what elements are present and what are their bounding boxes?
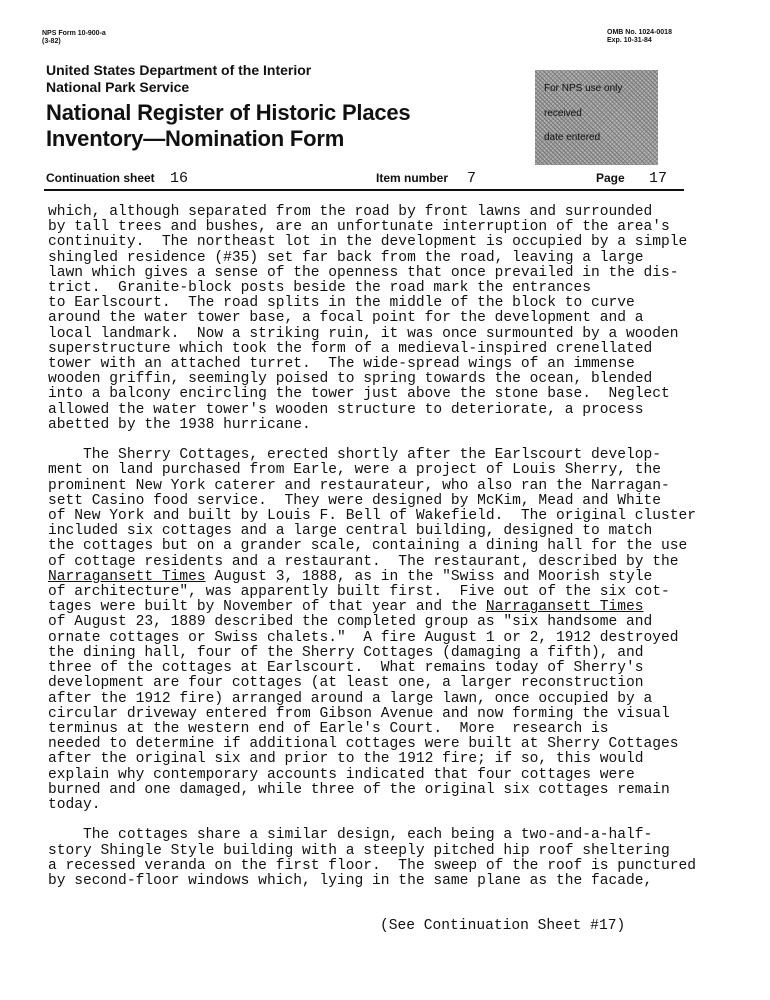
text-line: needed to determine if additional cottages were built at Sherry Cottages	[48, 736, 679, 753]
text-line: circular driveway entered from Gibson Avenue and now forming the visual	[48, 705, 670, 722]
text-line: after the 1912 fire) arranged around a large lawn, once occupied by a	[48, 690, 653, 707]
form-title-line-2: Inventory—Nomination Form	[46, 126, 345, 151]
text-line: of cottage residents and a restaurant. The restaurant, described by the	[48, 553, 679, 570]
text-line: terminus at the western end of Earle's Court. More research is	[48, 720, 609, 737]
expiration-line: Exp. 10-31-84	[607, 37, 652, 44]
department-name: United States Department of the Interior	[46, 62, 312, 78]
text-line: The Sherry Cottages, erected shortly after the Earlscourt develop-	[48, 447, 662, 464]
text-line: of August 23, 1889 described the completed group as "six handsome and	[48, 614, 653, 631]
paragraph-2	[48, 447, 696, 813]
item-number-value: 7	[467, 170, 477, 187]
paragraph-1	[48, 204, 687, 433]
item-number-label: Item number	[376, 171, 449, 185]
continuation-row	[46, 171, 681, 191]
continuation-note: (See Continuation Sheet #17)	[380, 918, 626, 934]
text-line: of architecture", was apparently built first. Five out of the six cot-	[48, 584, 670, 601]
text-line: superstructure which took the form of a medieval-inspired crenellated	[48, 340, 653, 357]
text-line: around the water tower base, a focal point for the development and a	[48, 310, 644, 327]
form-title	[46, 100, 410, 152]
text-line: lawn which gives a sense of the openness that once prevailed in the dis-	[48, 264, 679, 281]
newspaper-title: Narragansett Times	[485, 599, 644, 616]
date-entered-label: date entered	[544, 132, 601, 143]
omb-number	[607, 29, 672, 45]
nps-use-only-box	[535, 70, 658, 165]
text-line: local landmark. Now a striking ruin, it was once surmounted by a wooden	[48, 325, 679, 342]
text-line: ment on land purchased from Earle, were a project of Louis Sherry, the	[48, 462, 662, 479]
text-line: development are four cottages (at least one, a larger reconstruction	[48, 675, 644, 692]
form-date-line: (3-82)	[42, 38, 61, 45]
form-number-line: NPS Form 10-900-a	[42, 30, 106, 37]
page-value: 17	[649, 170, 668, 187]
text-line: allowed the water tower's wooden structure to deteriorate, a process	[48, 401, 644, 418]
text-line: included six cottages and a large central building, designed to match	[48, 523, 653, 540]
newspaper-title: Narragansett Times	[48, 568, 206, 585]
text-line: abetted by the 1938 hurricane.	[48, 416, 311, 433]
department-heading	[46, 62, 311, 96]
text-line: of New York and built by Louis F. Bell of Wakefield. The original cluster	[48, 508, 697, 525]
text-line: the cottages but on a grander scale, containing a dining hall for the use	[48, 538, 688, 555]
text-line: shingled residence (#35) set far back from the road, leaving a large	[48, 249, 644, 266]
text-line: which, although separated from the road by front lawns and surrounded	[48, 204, 653, 220]
text-line: continuity. The northeast lot in the development is occupied by a simple	[48, 234, 688, 251]
text-line: into a balcony encircling the tower just above the stone base. Neglect	[48, 386, 670, 403]
text-line: prominent New York caterer and restaurateur, who also ran the Narragan-	[48, 477, 670, 494]
text-line: the dining hall, four of the Sherry Cottages (damaging a fifth), and	[48, 644, 644, 661]
text-line: by second-floor windows which, lying in the same plane as the facade,	[48, 872, 653, 889]
text-line: August 3, 1888, as in the "Swiss and Moorish style	[205, 568, 653, 585]
text-line: The cottages share a similar design, each being a two-and-a-half-	[48, 827, 653, 844]
nps-use-only-label: For NPS use only	[544, 83, 623, 94]
text-line: three of the cottages at Earlscourt. What remains today of Sherry's	[48, 660, 644, 677]
document-body	[48, 205, 738, 889]
form-number	[42, 30, 106, 46]
text-line: trict. Granite-block posts beside the road mark the entrances	[48, 280, 591, 297]
continuation-sheet-value: 16	[170, 170, 189, 187]
text-line: after the original six and prior to the 1912 fire; if so, this would	[48, 751, 644, 768]
text-line: ornate cottages or Swiss chalets." A fire August 1 or 2, 1912 destroyed	[48, 629, 679, 646]
text-line: a recessed veranda on the first floor. The sweep of the roof is punctured	[48, 857, 697, 874]
continuation-sheet-label: Continuation sheet	[46, 171, 155, 185]
agency-name: National Park Service	[46, 79, 190, 95]
received-label: received	[544, 108, 582, 119]
header-rule	[44, 189, 684, 191]
text-line: tower with an attached turret. The wide-spread wings of an immense	[48, 356, 635, 373]
text-line: wooden griffin, seemingly poised to spring towards the ocean, blended	[48, 371, 653, 388]
omb-line: OMB No. 1024-0018	[607, 29, 672, 36]
text-line: tages were built by November of that year and the	[48, 599, 486, 616]
paragraph-3	[48, 827, 696, 889]
text-line: story Shingle Style building with a steeply pitched hip roof sheltering	[48, 842, 670, 859]
page-label: Page	[596, 171, 625, 185]
text-line: burned and one damaged, while three of the original six cottages remain	[48, 781, 670, 798]
text-line: sett Casino food service. They were designed by McKim, Mead and White	[48, 492, 662, 509]
form-title-line-1: National Register of Historic Places	[46, 100, 411, 125]
text-line: today.	[48, 796, 101, 813]
text-line: by tall trees and bushes, are an unfortunate interruption of the area's	[48, 219, 670, 236]
text-line: to Earlscourt. The road splits in the middle of the block to curve	[48, 295, 635, 312]
text-line: explain why contemporary accounts indicated that four cottages were	[48, 766, 635, 783]
